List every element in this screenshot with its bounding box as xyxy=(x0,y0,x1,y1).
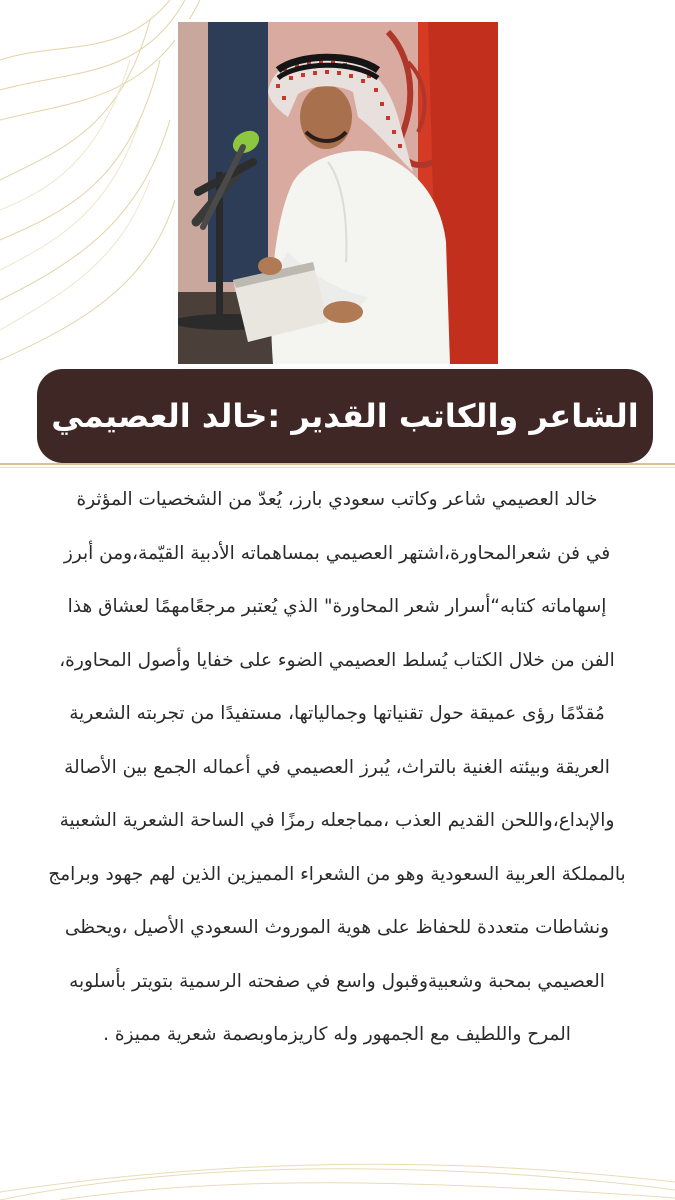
biography-text xyxy=(14,473,660,1062)
bio-line: في فن شعرالمحاورة،اشتهر العصيمي بمساهماته الأدبية القيّمة،ومن أبرز xyxy=(63,542,611,564)
bio-line: خالد العصيمي شاعر وكاتب سعودي بارز، يُعدّ من الشخصيات المؤثرة xyxy=(76,489,598,510)
portrait-photo xyxy=(178,22,498,364)
bio-line: المرح واللطيف مع الجمهور وله كاريزماوبصمة شعرية مميزة . xyxy=(103,1024,571,1045)
title-banner xyxy=(37,369,653,463)
bio-line: إسهاماته كتابه“أسرار شعر المحاورة" الذي يُعتبر مرجعًامهمًا لعشاق هذا xyxy=(67,596,607,617)
bio-line: ونشاطات متعددة للحفاظ على هوية الموروث السعودي الأصيل ،ويحظى xyxy=(64,917,610,938)
decorative-curves-top xyxy=(0,0,200,380)
bio-line: بالمملكة العربية السعودية وهو من الشعراء المميزين الذين لهم جهود وبرامج xyxy=(48,863,626,885)
portrait-illustration xyxy=(178,22,498,364)
decorative-curves-bottom xyxy=(0,1080,675,1200)
divider-line-secondary xyxy=(0,467,675,468)
bio-line: الفن من خلال الكتاب يُسلط العصيمي الضوء على خفايا وأصول المحاورة، xyxy=(59,649,615,671)
bio-line: العريقة وبيئته الغنية بالتراث، يُبرز العصيمي في أعماله الجمع بين الأصالة xyxy=(64,756,610,778)
bio-line: مُقدّمًا رؤى عميقة حول تقنياتها وجمالياتها، مستفيدًا من تجربته الشعرية xyxy=(69,703,605,724)
banner-title: الشاعر والكاتب القدير :خالد العصيمي xyxy=(51,397,639,435)
divider-line xyxy=(0,463,675,465)
bio-line: والإبداع،واللحن القديم العذب ،مماجعله رمزًا في الساحة الشعرية الشعبية xyxy=(59,810,615,831)
bio-line: العصيمي بمحبة وشعبيةوقبول واسع في صفحته الرسمية بتويتر بأسلوبه xyxy=(69,970,605,992)
